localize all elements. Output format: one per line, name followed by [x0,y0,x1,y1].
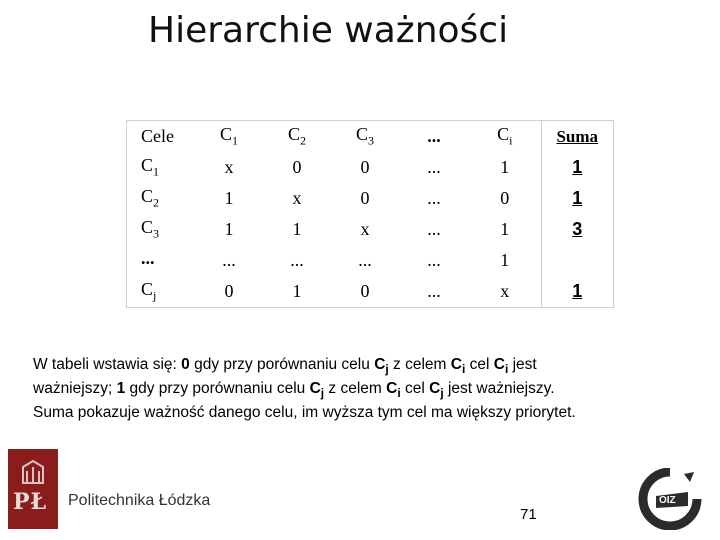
table-cell: 0 [360,157,370,177]
slide-title: Hierarchie ważności [148,10,509,51]
table-row [127,152,613,183]
table-cell: ... [222,250,236,270]
table-cell: 0 [292,157,302,177]
row-label: ... [141,248,155,269]
university-logo [8,449,58,529]
table-cell: 1 [292,281,302,301]
table-cell: 0 [224,281,234,301]
table-cell: 1 [224,188,234,208]
description-line-3: Suma pokazuje ważność danego celu, im wyższa tym cel ma większy priorytet. [33,404,576,422]
table-cell: 1 [292,219,302,239]
table-cell: ... [290,250,304,270]
sum-cell: 1 [541,152,613,183]
table-row [127,276,613,307]
table-row [127,245,613,276]
page-number: 71 [520,506,537,523]
sum-cell: 1 [541,276,613,307]
table-cell: ... [427,219,441,239]
table-cell: 1 [224,219,234,239]
table-cell: ... [427,157,441,177]
header-c1: $C_1$ [219,124,238,148]
header-cele: Cele [141,126,174,146]
table-cell: ... [427,281,441,301]
table-cell: x [292,188,302,208]
table-row [127,214,613,245]
university-monogram: PŁ [13,489,48,515]
table-cell: ... [427,188,441,208]
table-cell: 1 [500,219,510,239]
description-line-1: W tabeli wstawia się: 0 gdy przy porównaniu celu $C_j$ z celem $C_i$ cel $C_i$ jest [33,356,537,377]
description-text [33,355,693,423]
table-cell: x [224,157,234,177]
table-cell: 1 [500,250,510,270]
sum-cell: 1 [541,183,613,214]
table-cell: ... [358,250,372,270]
table-cell: 0 [360,188,370,208]
table-header-row [127,121,613,152]
header-c2: $C_2$ [287,124,306,148]
header-ci: $C_i$ [497,124,513,148]
importance-table [126,120,614,308]
table-cell: 1 [500,157,510,177]
table-cell: ... [427,250,441,270]
header-c3: $C_3$ [355,124,374,148]
header-dots: ... [427,126,441,146]
description-line-2: ważniejszy; 1 gdy przy porównaniu celu $C_j$ z celem $C_i$ cel $C_j$ jest ważniejszy. [33,380,555,401]
row-label: $C_2$ [141,186,160,210]
table-cell: x [500,281,510,301]
sum-cell: 3 [541,214,613,245]
row-label: $C_1$ [141,155,160,179]
university-name: Politechnika Łódzka [68,492,211,509]
oiz-logo-icon [632,468,708,530]
header-suma: Suma [541,121,613,152]
sum-cell [541,245,613,276]
row-label: $C_j$ [141,279,157,303]
table-row [127,183,613,214]
table-cell: x [360,219,370,239]
university-crest-icon [8,453,58,493]
importance-matrix [127,121,613,307]
oiz-logo-text: OIZ [659,495,676,506]
table-cell: 0 [360,281,370,301]
row-label: $C_3$ [141,217,160,241]
table-cell: 0 [500,188,510,208]
